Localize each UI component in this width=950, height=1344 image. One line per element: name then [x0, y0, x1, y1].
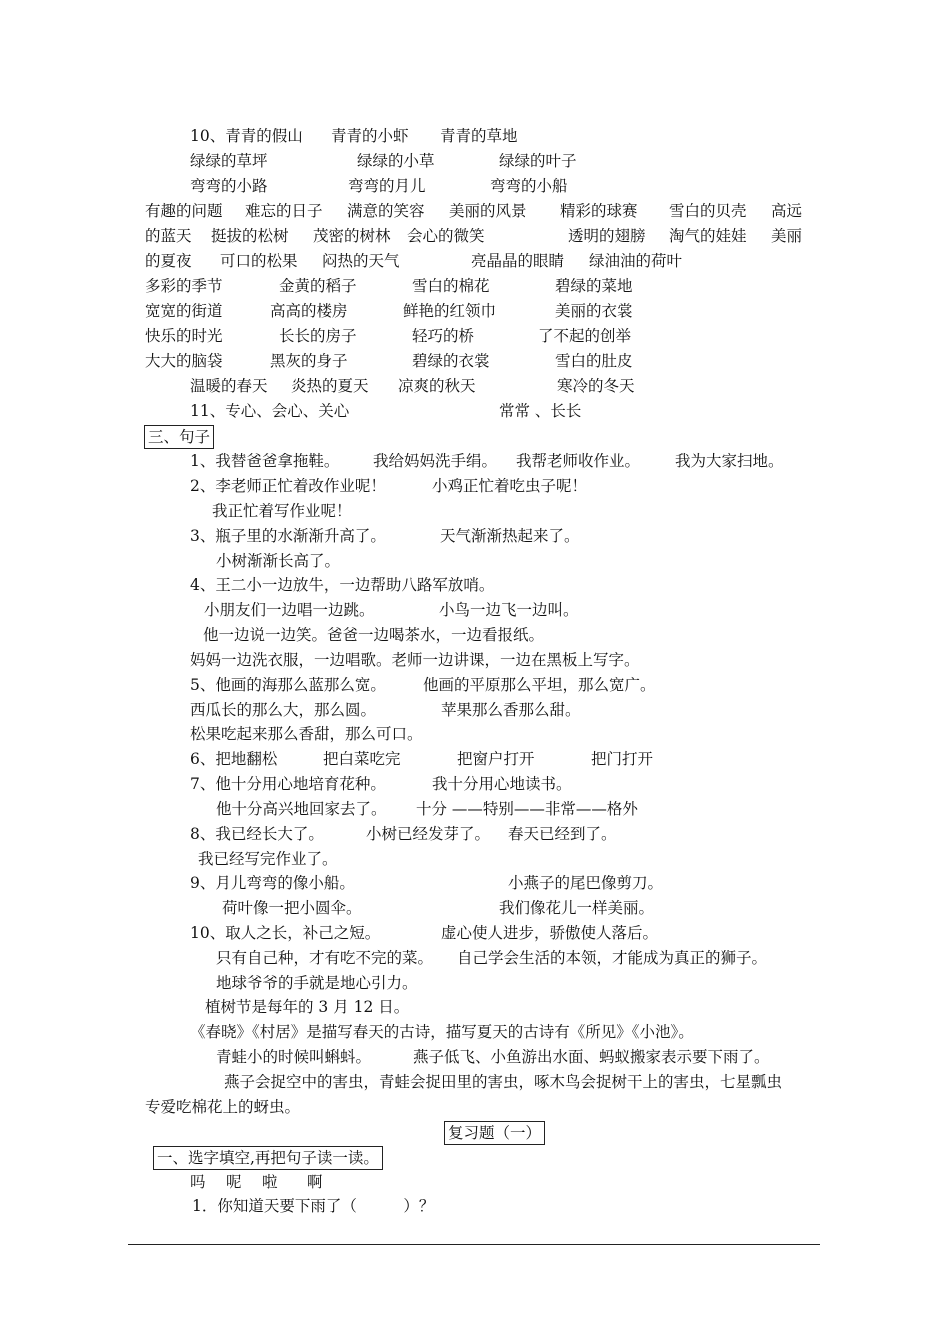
- sentence: 1、我替爸爸拿拖鞋。: [190, 452, 340, 470]
- word-item: 亮晶晶的眼睛: [471, 252, 565, 270]
- sentence: 松果吃起来那么香甜，那么可口。: [190, 725, 423, 743]
- sentence: 十分 ——特别——非常——格外: [416, 800, 638, 818]
- word-item: 长长的房子: [279, 327, 357, 345]
- footer-rule: [128, 1244, 820, 1245]
- sentence: 小鸡正忙着吃虫子呢！: [432, 477, 588, 495]
- sentence: 把门打开: [591, 750, 654, 768]
- sentence: 小树已经发芽了。: [366, 825, 491, 843]
- sentence: 荷叶像一把小圆伞。: [222, 899, 362, 917]
- sentence: 他十分高兴地回家去了。: [216, 800, 387, 818]
- sentence: 小鸟一边飞一边叫。: [439, 601, 579, 619]
- sentence: 我正忙着写作业呢！: [212, 502, 352, 520]
- sentence: 只有自己种，才有吃不完的菜。: [216, 949, 434, 967]
- choice-word: 啊: [307, 1173, 323, 1191]
- sentence: 6、把地翻松: [190, 750, 278, 768]
- sentence: 西瓜长的那么大，那么圆。: [190, 701, 377, 719]
- sentence: 小燕子的尾巴像剪刀。: [508, 874, 664, 892]
- sentence: 他一边说一边笑。爸爸一边喝茶水，一边看报纸。: [203, 626, 545, 644]
- word-item: 茂密的树林: [313, 227, 391, 245]
- sentence: 地球爷爷的手就是地心引力。: [216, 974, 418, 992]
- sentence: 我十分用心地读书。: [432, 775, 572, 793]
- word-item: 常常 、长长: [499, 402, 582, 420]
- sentence: 自己学会生活的本领，才能成为真正的狮子。: [457, 949, 768, 967]
- word-item: 大大的脑袋: [145, 352, 223, 370]
- word-item: 雪白的棉花: [412, 277, 490, 295]
- word-item: 11、专心、会心、关心: [190, 402, 350, 420]
- word-item: 碧绿的衣裳: [412, 352, 490, 370]
- word-item: 高高的楼房: [270, 302, 348, 320]
- sentence: 专爱吃棉花上的蚜虫。: [145, 1098, 301, 1116]
- word-item: 雪白的肚皮: [555, 352, 633, 370]
- word-item: 淘气的娃娃: [669, 227, 747, 245]
- word-item: 精彩的球赛: [560, 202, 638, 220]
- word-item: 青青的小虾: [331, 127, 409, 145]
- sentence: 把窗户打开: [457, 750, 535, 768]
- sentence: 春天已经到了。: [508, 825, 617, 843]
- question-title: 一、选字填空,再把句子读一读。: [153, 1146, 383, 1170]
- word-item: 难忘的日子: [245, 202, 323, 220]
- sentence: 8、我已经长大了。: [190, 825, 324, 843]
- word-item: 碧绿的菜地: [555, 277, 633, 295]
- word-item: 凉爽的秋天: [398, 377, 476, 395]
- word-item: 透明的翅膀: [568, 227, 646, 245]
- review-title: 复习题（一）: [444, 1121, 545, 1145]
- word-item: 有趣的问题: [145, 202, 223, 220]
- word-item: 金黄的稻子: [279, 277, 357, 295]
- sentence: 小树渐渐长高了。: [216, 552, 341, 570]
- word-item: 宽宽的街道: [145, 302, 223, 320]
- word-item: 美丽的风景: [449, 202, 527, 220]
- sentence: 青蛙小的时候叫蝌蚪。: [216, 1048, 372, 1066]
- word-item: 挺拔的松树: [211, 227, 289, 245]
- word-item: 绿油油的荷叶: [589, 252, 683, 270]
- sentence: 植树节是每年的 3 月 12 日。: [205, 998, 410, 1016]
- sentence: 我为大家扫地。: [675, 452, 784, 470]
- sentence: 他画的平原那么平坦，那么宽广。: [423, 676, 656, 694]
- sentence: 燕子低飞、小鱼游出水面、蚂蚁搬家表示要下雨了。: [413, 1048, 770, 1066]
- word-item: 温暖的春天: [190, 377, 268, 395]
- sentence: 把白菜吃完: [323, 750, 401, 768]
- word-item: 弯弯的月儿: [348, 177, 426, 195]
- sentence: 苹果那么香那么甜。: [441, 701, 581, 719]
- sentence: 天气渐渐热起来了。: [440, 527, 580, 545]
- section-title: 三、句子: [144, 425, 214, 449]
- word-item: 青青的草地: [440, 127, 518, 145]
- choice-word: 呢: [226, 1173, 242, 1191]
- word-item: 绿绿的小草: [357, 152, 435, 170]
- word-item: 10、青青的假山: [190, 127, 303, 145]
- word-item: 满意的笑容: [347, 202, 425, 220]
- word-item: 绿绿的叶子: [499, 152, 577, 170]
- word-item: 可口的松果: [220, 252, 298, 270]
- word-item: 弯弯的小船: [490, 177, 568, 195]
- sentence: 4、王二小一边放牛，一边帮助八路军放哨。: [190, 576, 495, 594]
- sentence: 小朋友们一边唱一边跳。: [204, 601, 375, 619]
- sentence: 3、瓶子里的水渐渐升高了。: [190, 527, 386, 545]
- sentence: 虚心使人进步，骄傲使人落后。: [441, 924, 659, 942]
- word-item: 弯弯的小路: [190, 177, 268, 195]
- word-item: 美丽: [771, 227, 803, 245]
- word-item: 雪白的贝壳: [669, 202, 747, 220]
- word-item: 轻巧的桥: [412, 327, 475, 345]
- word-item: 绿绿的草坪: [190, 152, 268, 170]
- sentence: 9、月儿弯弯的像小船。: [190, 874, 355, 892]
- sentence: 我给妈妈洗手绢。: [373, 452, 498, 470]
- sentence: 燕子会捉空中的害虫，青蛙会捉田里的害虫，啄木鸟会捉树干上的害虫，七星瓢虫: [224, 1073, 783, 1091]
- question-item: 1．你知道天要下雨了（ ）？: [192, 1197, 435, 1215]
- word-item: 闷热的天气: [322, 252, 400, 270]
- choice-word: 啦: [262, 1173, 278, 1191]
- sentence: 我们像花儿一样美丽。: [499, 899, 655, 917]
- sentence: 7、他十分用心地培育花种。: [190, 775, 386, 793]
- word-item: 鲜艳的红领巾: [403, 302, 497, 320]
- word-item: 的夏夜: [145, 252, 192, 270]
- sentence: 10、取人之长，补己之短。: [190, 924, 381, 942]
- word-item: 寒冷的冬天: [557, 377, 635, 395]
- word-item: 黑灰的身子: [270, 352, 348, 370]
- word-item: 多彩的季节: [145, 277, 223, 295]
- word-item: 会心的微笑: [407, 227, 485, 245]
- word-item: 的蓝天: [145, 227, 192, 245]
- sentence: 5、他画的海那么蓝那么宽。: [190, 676, 386, 694]
- word-item: 炎热的夏天: [291, 377, 369, 395]
- choice-word: 吗: [190, 1173, 206, 1191]
- sentence: 2、李老师正忙着改作业呢！: [190, 477, 386, 495]
- word-item: 美丽的衣裳: [555, 302, 633, 320]
- word-item: 快乐的时光: [145, 327, 223, 345]
- sentence: 《春晓》《村居》是描写春天的古诗，描写夏天的古诗有《所见》《小池》。: [190, 1023, 694, 1041]
- sentence: 我已经写完作业了。: [198, 850, 338, 868]
- word-item: 了不起的创举: [538, 327, 632, 345]
- word-item: 高远: [771, 202, 803, 220]
- sentence: 我帮老师收作业。: [516, 452, 641, 470]
- sentence: 妈妈一边洗衣服，一边唱歌。老师一边讲课，一边在黑板上写字。: [190, 651, 640, 669]
